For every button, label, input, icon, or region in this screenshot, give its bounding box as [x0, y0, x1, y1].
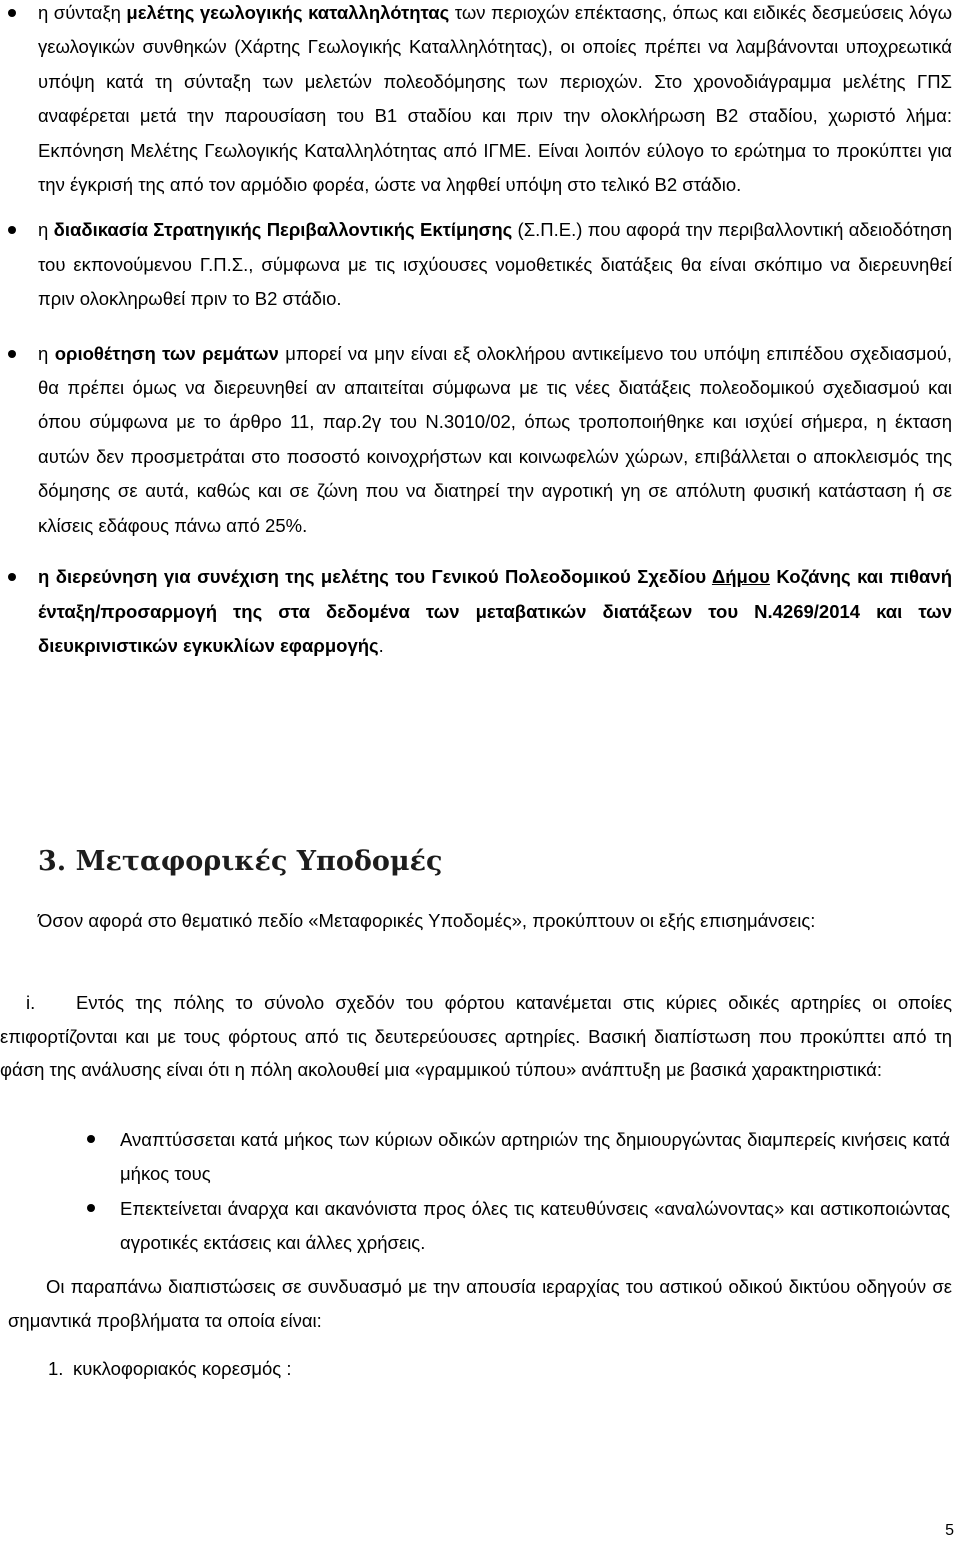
section-heading: 3. Μεταφορικές Υποδομές — [38, 846, 443, 877]
bullet-icon — [8, 350, 16, 358]
bold-phrase: η διερεύνηση για συνέχιση της μελέτης του Γενικού Πολεοδομικού Σχεδίου — [38, 566, 712, 588]
bullet-icon — [87, 1204, 95, 1212]
item-marker: i. — [26, 992, 36, 1013]
bullet-icon — [8, 226, 16, 234]
bullet-icon — [87, 1135, 95, 1143]
sub-bullet-list — [0, 1123, 952, 1259]
page-number: 5 — [945, 1522, 954, 1539]
item-i-paragraph: i. Εντός της πόλης το σύνολο σχεδόν του φόρτου κατανέμεται στις κύριες οδικές αρτηρίες οι οποίες επιφορτίζονται και με τους φόρτους από τις δευτερεύουσες αρτηρίες. Βασική διαπίστωση που προκύπτει από τη φάση της ανάλυσης είναι ότι η πόλη ακολουθεί μια «γραμμικού τύπου» ανάπτυξη με βασικά χαρακτηριστικά: — [0, 986, 952, 1087]
bold-phrase: μελέτης γεωλογικής καταλληλότητας — [126, 2, 450, 23]
bullet-icon — [8, 9, 16, 17]
bullet-item: η οριοθέτηση των ρεμάτων μπορεί να μην είναι εξ ολοκλήρου αντικείμενο του υπόψη επιπέδου σχεδιασμού, θα πρέπει όμως να διερευνηθεί αν απαιτείται σύμφωνα με τις νέες διατάξεις πολεοδομικού σχεδιασμού και όπου σύμφωνα με το άρθρο 11, παρ.2γ του Ν.3010/02, όπως τροποποιήθηκε και ισχύεί σήμερα, η έκταση αυτών δεν προσμετράται στο ποσοστό κοινοχρήστων και κοινωφελών χώρων, επιβάλλεται ο αποκλεισμός της δόμησης σε αυτά, καθώς και σε ζώνη που να διατηρεί την αγροτική γη σε απόλυτη φυσική κατάσταση ή σε κλίσεις εδάφους πάνω από 25%. — [6, 337, 954, 543]
numbered-item: 1. κυκλοφοριακός κορεσμός : — [48, 1352, 928, 1386]
sub-bullet-item: Αναπτύσσεται κατά μήκος των κύριων οδικών αρτηριών της δημιουργώντας διαμπερείς κινήσεις κατά μήκος τους — [0, 1123, 952, 1190]
bold-phrase: οριοθέτηση των ρεμάτων — [54, 342, 279, 364]
numbered-marker: 1. — [48, 1358, 64, 1379]
bullet-icon — [8, 573, 16, 581]
bullet-item: η σύνταξη μελέτης γεωλογικής καταλληλότητας των περιοχών επέκτασης, όπως και ειδικές δεσμεύσεις λόγω γεωλογικών συνθηκών (Χάρτης Γεωλογικής Καταλληλότητας), οι οποίες πρέπει να λαμβάνονται υποχρεωτικά υπόψη κατά τη σύνταξη των μελετών πολεοδόμησης των περιοχών. Στο χρονοδιάγραμμα μελέτης ΓΠΣ αναφέρεται μετά την παρουσίαση του Β1 σταδίου και πριν την ολοκλήρωση Β2 σταδίου, χωριστό λήμα: Εκπόνηση Μελέτης Γεωλογικής Καταλληλότητας από ΙΓΜΕ. Είναι λοιπόν εύλογο το ερώτημα το προκύπτει για την έγκρισή της από τον αρμόδιο φορέα, ώστε να ληφθεί υπόψη στο τελικό Β2 στάδιο. — [6, 0, 954, 202]
bullet-item: η διαδικασία Στρατηγικής Περιβαλλοντικής Εκτίμησης (Σ.Π.Ε.) που αφορά την περιβαλλοντική αδειοδότηση του εκπονούμενου Γ.Π.Σ., σύμφωνα με τις ισχύουσες νομοθετικές διατάξεις θα είναι σκόπιμο να διερευνηθεί πριν ολοκληρωθεί πριν το Β2 στάδιο. — [6, 213, 954, 316]
bold-phrase: Κοζάνης και πιθανή ένταξη/προσαρμογή της στα δεδομένα των μεταβατικών διατάξεων του Ν.4269/2014 και των διευκρινιστικών εγκυκλίων εφαρμογής — [38, 566, 952, 656]
intro-paragraph: Όσον αφορά στο θεματικό πεδίο «Μεταφορικές Υποδομές», προκύπτουν οι εξής επισημάνσεις: — [38, 910, 816, 931]
sub-bullet-item: Επεκτείνεται άναρχα και ακανόνιστα προς όλες τις κατευθύνσεις «αναλώνοντας» και αστικοποιώντας αγροτικές εκτάσεις και άλλες χρήσεις. — [0, 1192, 952, 1259]
bold-phrase: διαδικασία Στρατηγικής Περιβαλλοντικής Εκτίμησης — [53, 219, 513, 241]
bullet-item: η διερεύνηση για συνέχιση της μελέτης του Γενικού Πολεοδομικού Σχεδίου Δήμου Κοζάνης και πιθανή ένταξη/προσαρμογή της στα δεδομένα των μεταβατικών διατάξεων του Ν.4269/2014 και των διευκρινιστικών εγκυκλίων εφαρμογής. — [6, 560, 954, 663]
underlined-bold-phrase: Δήμου — [711, 566, 770, 588]
conclusion-paragraph: Οι παραπάνω διαπιστώσεις σε συνδυασμό με την απουσία ιεραρχίας του αστικού οδικού δικτύου οδηγούν σε σημαντικά προβλήματα τα οποία είναι: — [8, 1276, 952, 1331]
bullet-list — [6, 0, 954, 663]
